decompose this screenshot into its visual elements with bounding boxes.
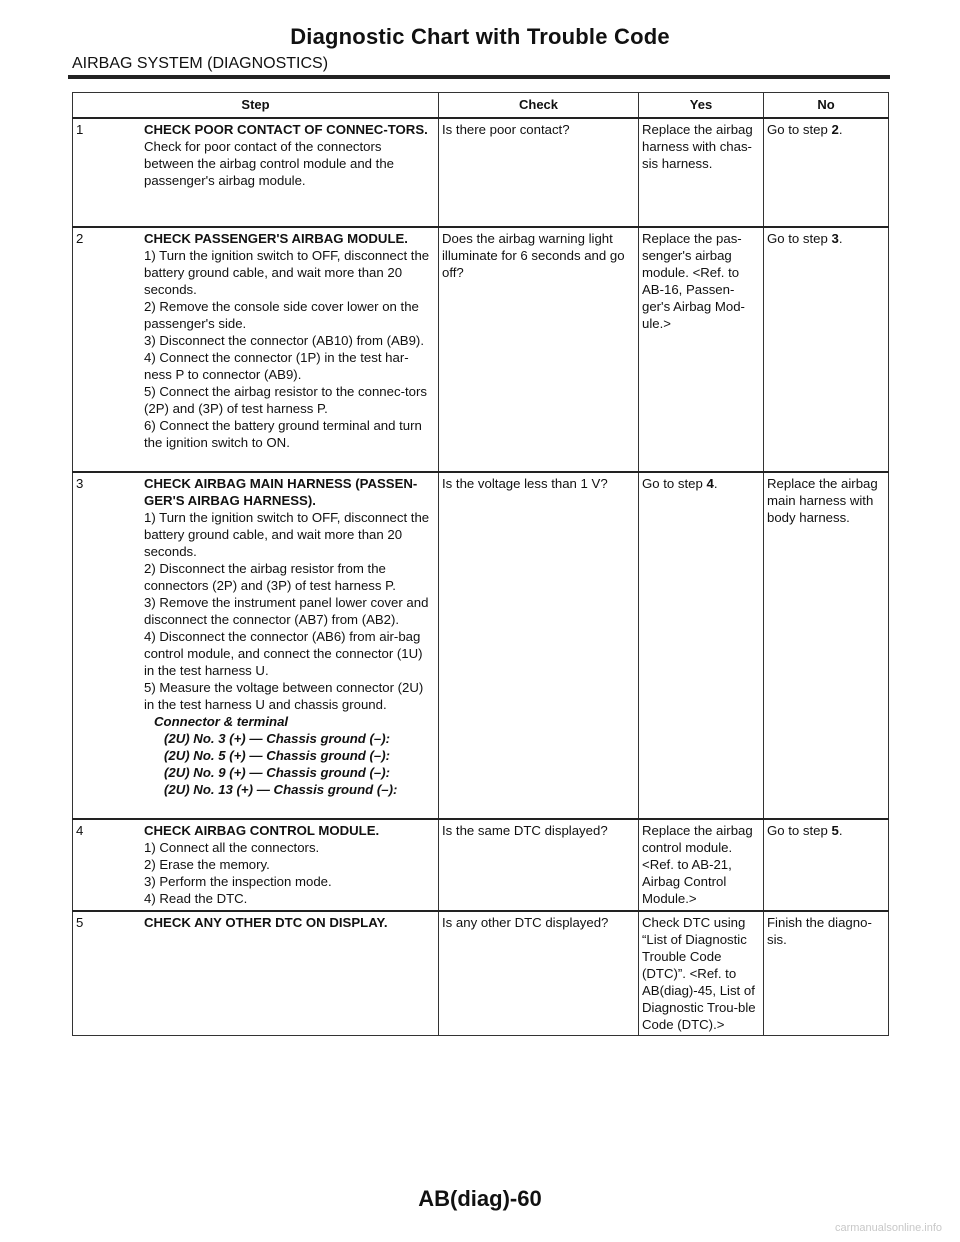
step-heading: CHECK AIRBAG CONTROL MODULE.	[144, 823, 380, 838]
next-step-number: 4	[706, 476, 714, 491]
check-cell: Does the airbag warning light illuminate for 6 seconds and go off?	[439, 227, 639, 472]
table-row	[73, 819, 889, 911]
table-row	[73, 118, 889, 227]
step-number: 4	[76, 823, 84, 838]
yes-cell: Replace the airbag control module. <Ref. to AB-21, Airbag Control Module.>	[639, 819, 764, 911]
step-instruction: 3) Remove the instrument panel lower cover and disconnect the connector (AB7) from (AB2).	[144, 595, 429, 627]
table-row	[73, 911, 889, 1036]
step-heading: CHECK AIRBAG MAIN HARNESS (PASSEN-GER'S AIRBAG HARNESS).	[144, 476, 418, 508]
no-cell	[764, 118, 889, 227]
step-instruction: 3) Perform the inspection mode.	[144, 874, 332, 889]
header-yes: Yes	[639, 93, 764, 119]
yes-text: Go to step	[642, 476, 703, 491]
terminal-spec: (2U) No. 9 (+) — Chassis ground (–):	[164, 765, 391, 780]
step-instruction: 2) Disconnect the airbag resistor from the connectors (2P) and (3P) of test harness P.	[144, 561, 396, 593]
table-header-row	[73, 93, 889, 119]
step-instruction: 2) Erase the memory.	[144, 857, 270, 872]
check-cell: Is there poor contact?	[439, 118, 639, 227]
step-number: 3	[76, 476, 84, 491]
terminal-spec: (2U) No. 13 (+) — Chassis ground (–):	[164, 782, 398, 797]
step-instruction: 4) Connect the connector (1P) in the test har-ness P to connector (AB9).	[144, 350, 409, 382]
step-number: 5	[76, 915, 84, 930]
step-instruction: 1) Turn the ignition switch to OFF, disconnect the battery ground cable, and wait more than 20 seconds.	[144, 248, 430, 297]
next-step-number: 5	[831, 823, 839, 838]
step-cell	[73, 911, 439, 1036]
step-cell	[73, 472, 439, 819]
table-row	[73, 472, 889, 819]
section-title: AIRBAG SYSTEM (DIAGNOSTICS)	[72, 55, 329, 72]
no-cell: Finish the diagno-sis.	[764, 911, 889, 1036]
terminal-spec: (2U) No. 3 (+) — Chassis ground (–):	[164, 731, 391, 746]
step-instruction: 4) Read the DTC.	[144, 891, 248, 906]
step-heading: CHECK PASSENGER'S AIRBAG MODULE.	[144, 231, 408, 246]
step-heading: CHECK POOR CONTACT OF CONNEC-TORS.	[144, 122, 428, 137]
no-text-end: .	[838, 231, 843, 246]
yes-cell: Replace the airbag harness with chas-sis harness.	[639, 118, 764, 227]
header-rule	[68, 75, 890, 79]
no-text: Go to step	[767, 231, 828, 246]
no-cell	[764, 819, 889, 911]
connector-terminal-label: Connector & terminal	[154, 714, 289, 729]
check-cell: Is the voltage less than 1 V?	[439, 472, 639, 819]
step-instruction: 2) Remove the console side cover lower on the passenger's side.	[144, 299, 419, 331]
yes-cell: Check DTC using “List of Diagnostic Trouble Code (DTC)”. <Ref. to AB(diag)-45, List of Diagnostic Trou-ble Code (DTC).>	[639, 911, 764, 1036]
no-text-end: .	[838, 122, 843, 137]
table-row	[73, 227, 889, 472]
step-instruction: Check for poor contact of the connectors between the airbag control module and the passenger's airbag module.	[144, 139, 395, 188]
step-instruction: 4) Disconnect the connector (AB6) from air-bag control module, and connect the connector (1U) in the test harness U.	[144, 629, 423, 678]
no-text: Go to step	[767, 823, 828, 838]
watermark: carmanualsonline.info	[834, 1222, 942, 1234]
no-text: Go to step	[767, 122, 828, 137]
header-no: No	[764, 93, 889, 119]
step-instruction: 3) Disconnect the connector (AB10) from (AB9).	[144, 333, 424, 348]
step-cell	[73, 819, 439, 911]
yes-cell: Replace the pas-senger's airbag module. <Ref. to AB-16, Passen-ger's Airbag Mod-ule.>	[639, 227, 764, 472]
header-check: Check	[439, 93, 639, 119]
step-number: 2	[76, 231, 84, 246]
yes-text-end: .	[713, 476, 718, 491]
step-instruction: 1) Turn the ignition switch to OFF, disconnect the battery ground cable, and wait more than 20 seconds.	[144, 510, 430, 559]
step-cell	[73, 227, 439, 472]
no-cell: Replace the airbag main harness with body harness.	[764, 472, 889, 819]
step-instruction: 6) Connect the battery ground terminal and turn the ignition switch to ON.	[144, 418, 422, 450]
check-cell: Is the same DTC displayed?	[439, 819, 639, 911]
page-number: AB(diag)-60	[418, 1186, 542, 1211]
step-instruction: 5) Connect the airbag resistor to the connec-tors (2P) and (3P) of test harness P.	[144, 384, 427, 416]
header-step: Step	[73, 93, 439, 119]
step-number: 1	[76, 122, 84, 137]
next-step-number: 3	[831, 231, 839, 246]
diagnostic-table	[72, 92, 889, 1036]
terminal-spec: (2U) No. 5 (+) — Chassis ground (–):	[164, 748, 391, 763]
step-instruction: 1) Connect all the connectors.	[144, 840, 320, 855]
page-title: Diagnostic Chart with Trouble Code	[290, 24, 670, 49]
next-step-number: 2	[831, 122, 839, 137]
no-text-end: .	[838, 823, 843, 838]
no-cell	[764, 227, 889, 472]
yes-cell	[639, 472, 764, 819]
check-cell: Is any other DTC displayed?	[439, 911, 639, 1036]
step-cell	[73, 118, 439, 227]
step-instruction: 5) Measure the voltage between connector (2U) in the test harness U and chassis ground.	[144, 680, 424, 712]
step-heading: CHECK ANY OTHER DTC ON DISPLAY.	[144, 915, 388, 930]
